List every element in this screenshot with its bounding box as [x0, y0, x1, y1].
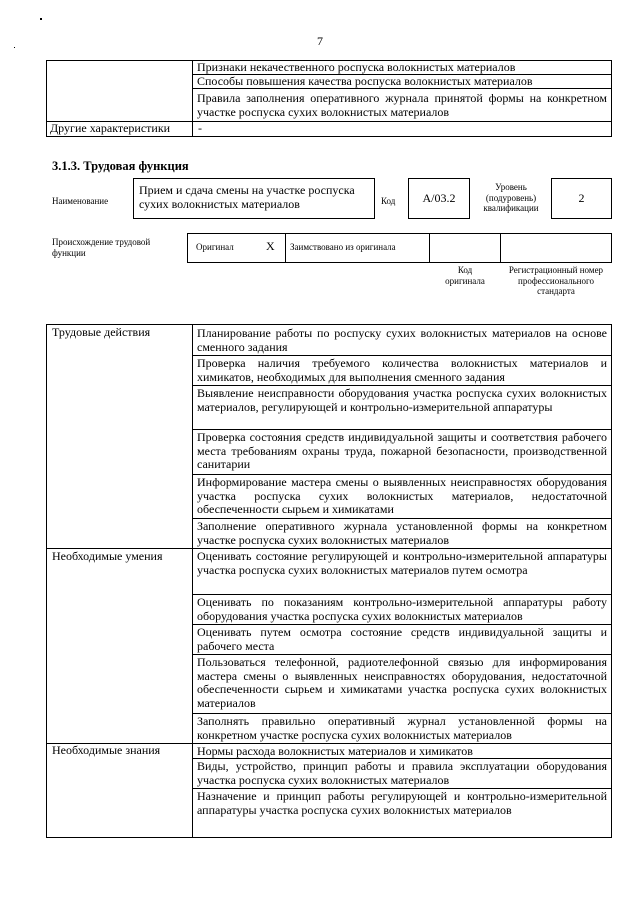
level-label: Уровень (подуровень) квалификации [483, 182, 539, 213]
labor-action-item: Проверка наличия требуемого количества волокнистых материалов и химикатов, необходимых для выполнения сменного задания [197, 356, 607, 384]
skill-item: Пользоваться телефонной, радиотелефонной связью для информирования мастера смены о выявленных неисправностях оборудования, недостаточной обеспеченности сырьем и химикатами участка роспуска сухих волокнистых материалов [197, 655, 607, 710]
skill-item: Оценивать состояние регулирующей и контрольно-измерительной аппаратуры участка роспуска сухих волокнистых материалов путем осмотра [197, 549, 607, 577]
name-label: Наименование [52, 196, 109, 206]
labor-actions-label: Трудовые действия [52, 325, 151, 339]
function-name: Прием и сдача смены на участке роспуска сухих волокнистых материалов [139, 183, 355, 211]
other-characteristics-label: Другие характеристики [50, 121, 171, 135]
skill-item: Оценивать по показаниям контрольно-измерительной аппаратуры работу оборудования участка роспуска сухих волокнистых материалов [197, 595, 607, 623]
top-row-1: Признаки некачественного роспуска волокнистых материалов [197, 60, 516, 74]
page-number: 7 [317, 34, 323, 48]
skill-item: Оценивать путем осмотра состояние средств индивидуальной защиты и рабочего места [197, 625, 607, 653]
knowledge-item: Виды, устройство, принцип работы и правила эксплуатации оборудования участка роспуска сухих волокнистых материалов [197, 759, 607, 787]
knowledge-item: Назначение и принцип работы регулирующей и контрольно-измерительной аппаратуры участка роспуска сухих волокнистых материалов [197, 789, 607, 817]
labor-action-item: Информирование мастера смены о выявленных неисправностях оборудования участка роспуска сухих волокнистых материалов, недостаточной обеспеченности сырьем и химикатами [197, 475, 607, 516]
skill-item: Заполнять правильно оперативный журнал установленной формы на конкретном участке роспуска сухих волокнистых материалов [197, 714, 607, 742]
level-value: 2 [578, 191, 585, 205]
labor-action-item: Планирование работы по роспуску сухих волокнистых материалов на основе сменного задания [197, 326, 607, 354]
code-original-caption: Код оригинала [445, 265, 485, 286]
labor-action-item: Проверка состояния средств индивидуальной защиты и соответствия рабочего места требованиям охраны труда, пожарной безопасности, производственной санитарии [197, 430, 607, 471]
borrowed-label: Заимствовано из оригинала [290, 242, 396, 252]
required-knowledge-label: Необходимые знания [52, 743, 161, 757]
original-label: Оригинал [196, 242, 234, 252]
origin-box [187, 233, 612, 263]
other-characteristics-value: - [198, 121, 202, 135]
section-heading: 3.1.3. Трудовая функция [52, 159, 189, 173]
code-label: Код [381, 196, 396, 206]
required-skills-label: Необходимые умения [52, 549, 163, 563]
knowledge-item: Нормы расхода волокнистых материалов и химикатов [197, 744, 473, 758]
reg-number-caption: Регистрационный номер профессионального стандарта [508, 265, 604, 296]
top-row-2: Способы повышения качества роспуска волокнистых материалов [197, 74, 533, 88]
origin-label: Происхождение трудовой функции [52, 237, 151, 258]
code-value: А/03.2 [422, 191, 456, 205]
top-row-3: Правила заполнения оперативного журнала принятой формы на конкретном участке роспуска сухих волокнистых материалов [197, 91, 607, 119]
original-mark: X [266, 239, 275, 253]
scan-speck [40, 18, 42, 20]
labor-action-item: Заполнение оперативного журнала установленной формы на конкретном участке роспуска сухих волокнистых материалов [197, 519, 607, 547]
labor-action-item: Выявление неисправности оборудования участка роспуска сухих волокнистых материалов, регулирующей и контрольно-измерительной аппаратуры [197, 386, 607, 414]
